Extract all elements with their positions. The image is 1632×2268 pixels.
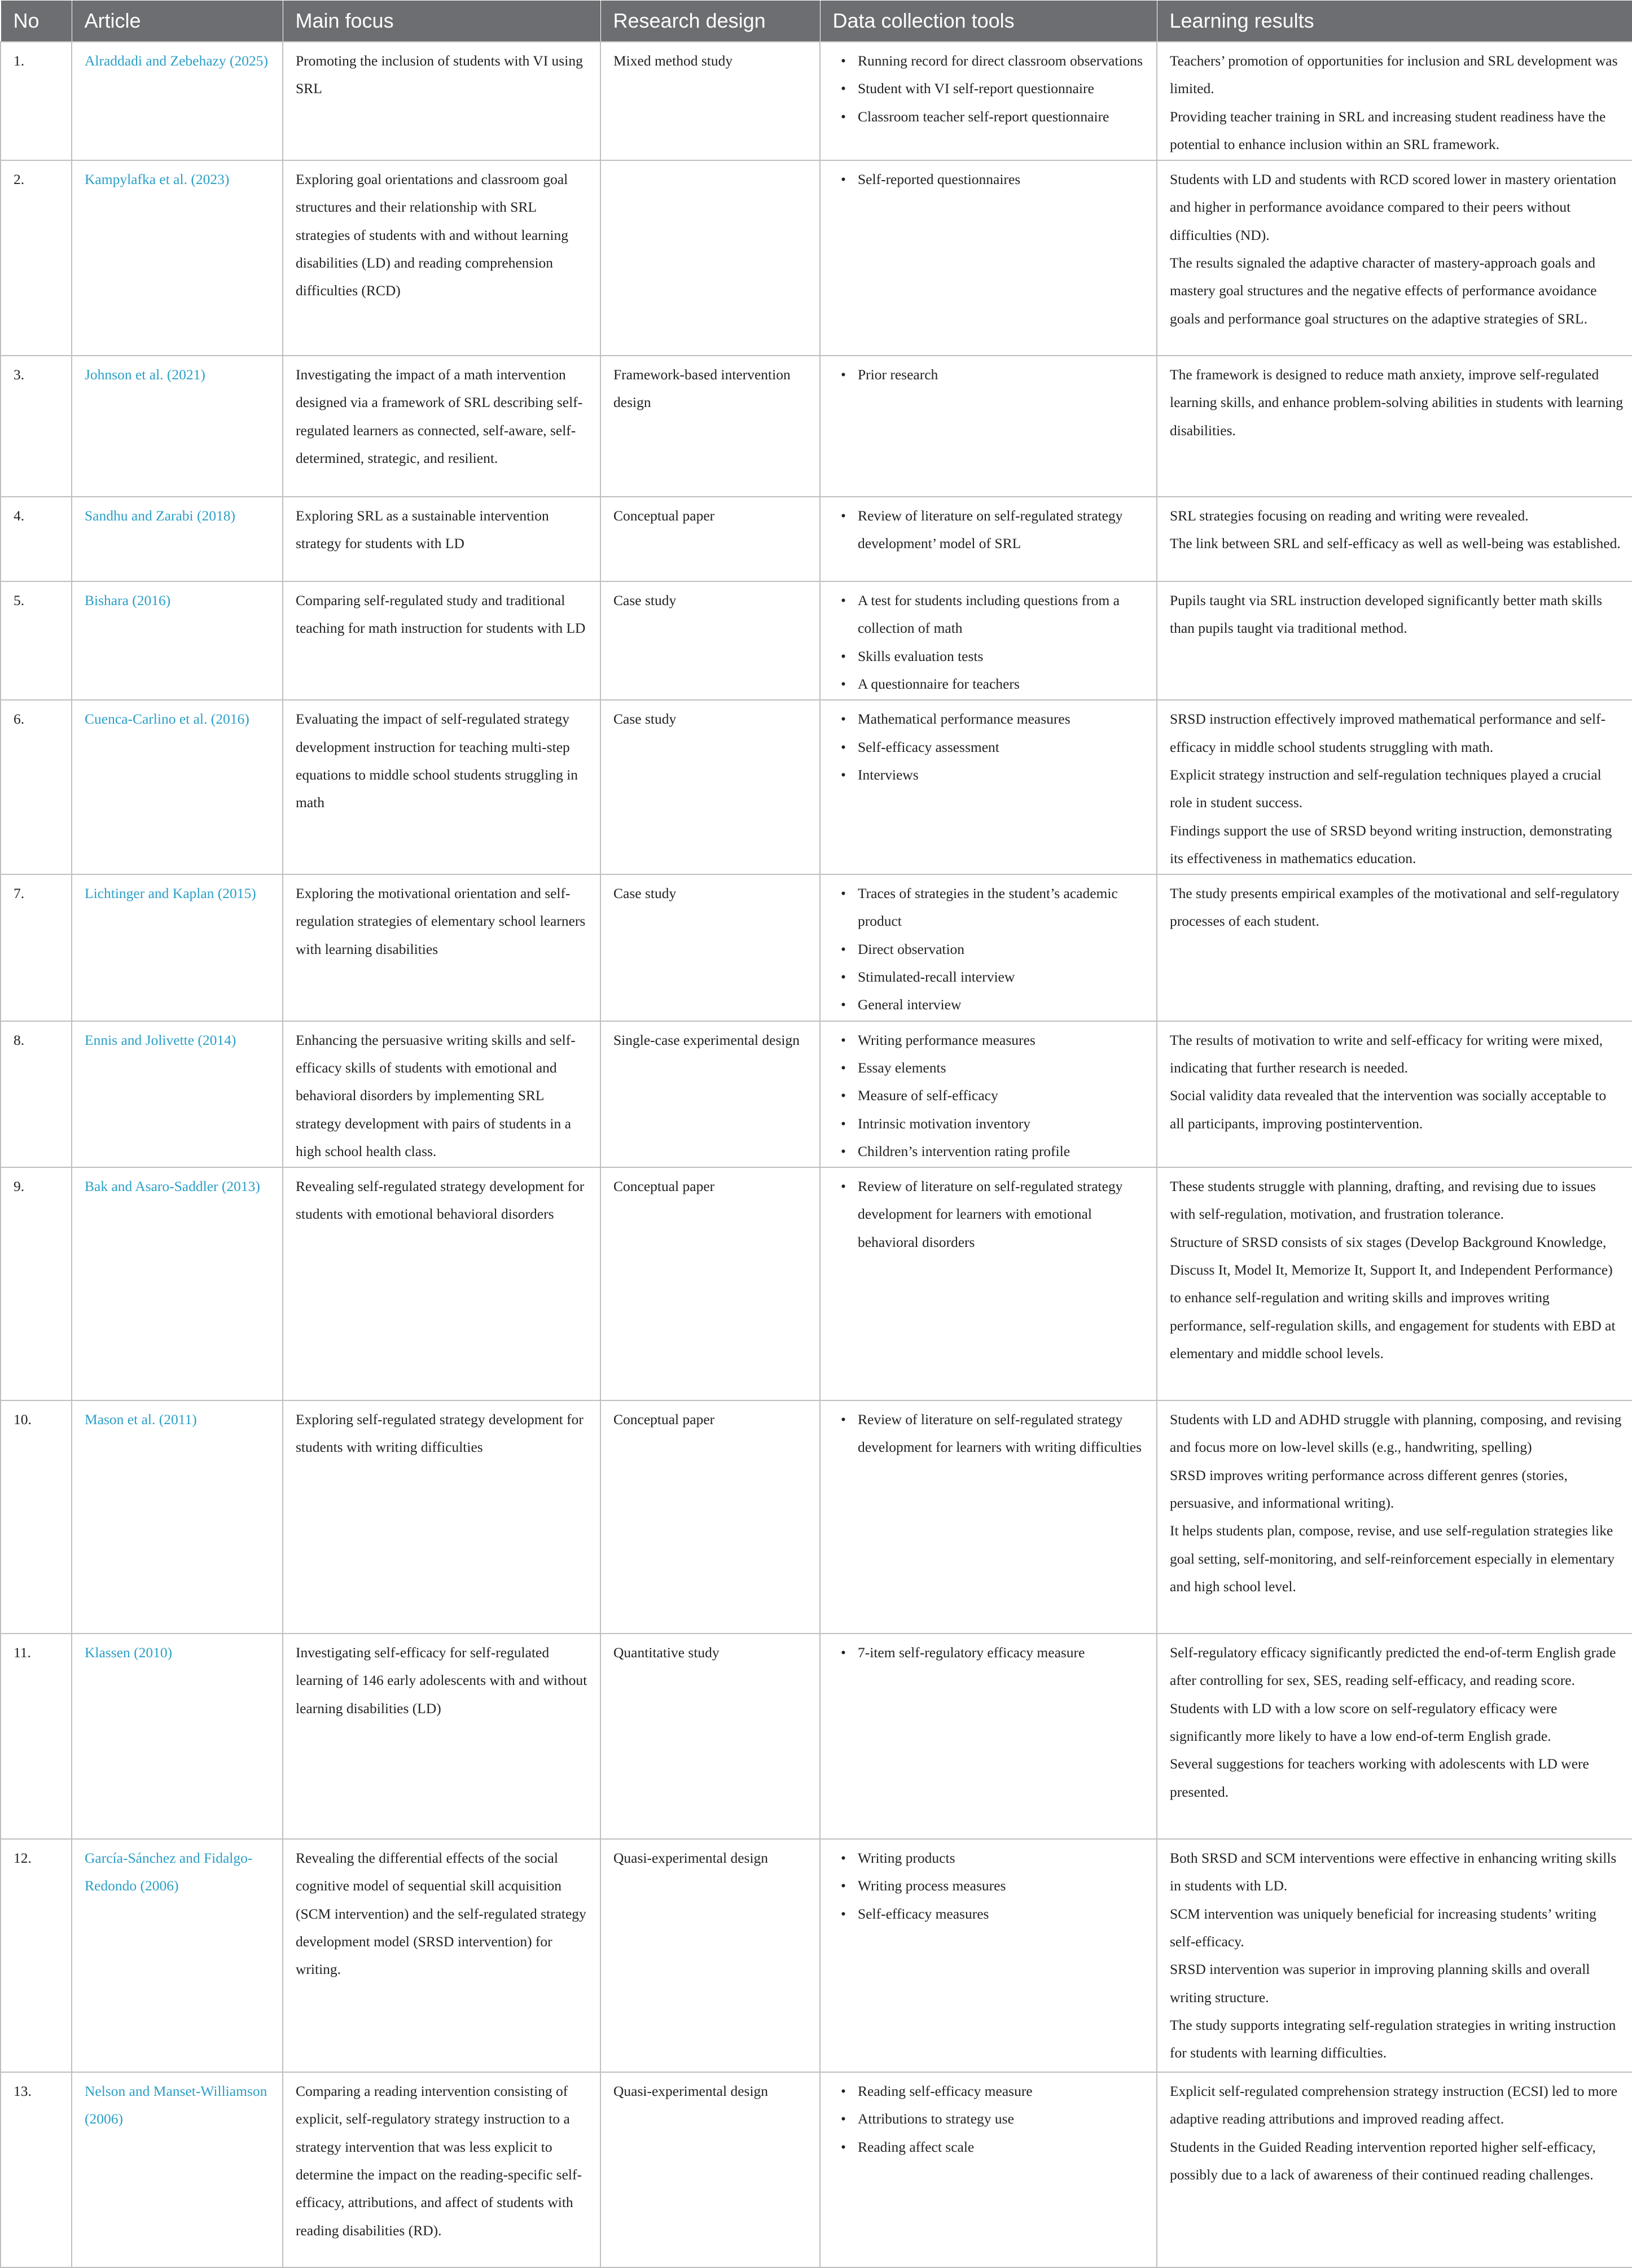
result-paragraph: The results signaled the adaptive character of mastery-approach goals and mastery goal structures and the negative effects of performance avoidance goals and performance goal structures on the adaptive strategies of SRL.: [1170, 255, 1597, 327]
learning-results-cell: [1157, 2072, 1632, 2267]
main-focus-cell: Exploring the motivational orientation and self-regulation strategies of elementary school learners with learning disabilities: [283, 874, 600, 1021]
data-collection-tools-cell: [820, 1167, 1157, 1400]
result-paragraph: SCM intervention was uniquely beneficial for increasing students’ writing self-efficacy.: [1170, 1905, 1596, 1950]
tool-item: • A test for students including questions from a collection of math: [858, 586, 1148, 642]
tools-list: [833, 879, 1148, 1018]
article-link[interactable]: Alraddadi and Zebehazy (2025): [85, 52, 268, 69]
data-collection-tools-cell: [820, 1839, 1157, 2072]
tool-item: • Self-efficacy assessment: [858, 733, 1148, 761]
tool-item: • Writing performance measures: [858, 1026, 1148, 1054]
tool-item: • Interviews: [858, 761, 1148, 789]
tool-item: • Self-reported questionnaires: [858, 165, 1148, 193]
tool-item: • Direct observation: [858, 935, 1148, 963]
result-paragraph: Social validity data revealed that the intervention was socially acceptable to all participants, improving postintervention.: [1170, 1087, 1607, 1132]
table-row: [1, 1021, 1632, 1167]
data-collection-tools-cell: [820, 1400, 1157, 1634]
article-cell: [72, 497, 283, 581]
data-collection-tools-cell: [820, 1021, 1157, 1167]
main-focus-cell: Revealing self-regulated strategy development for students with emotional behavioral disorders: [283, 1167, 600, 1400]
result-paragraph: The link between SRL and self-efficacy as well as well-being was established.: [1170, 535, 1621, 552]
result-paragraph: Students in the Guided Reading intervention reported higher self-efficacy, possibly due to a lack of awareness of their continued reading challenges.: [1170, 2138, 1596, 2183]
row-number: 11.: [1, 1634, 72, 1839]
article-link[interactable]: Kampylafka et al. (2023): [85, 171, 230, 188]
tools-list: [833, 1406, 1148, 1461]
article-link[interactable]: Bak and Asaro-Saddler (2013): [85, 1178, 260, 1195]
result-paragraph: Findings support the use of SRSD beyond writing instruction, demonstrating its effectiveness in mathematics education.: [1170, 822, 1612, 866]
research-design-cell: Case study: [600, 700, 820, 874]
row-number: 12.: [1, 1839, 72, 2072]
tools-list: [833, 1026, 1148, 1165]
row-number: 13.: [1, 2072, 72, 2267]
result-paragraph: Teachers’ promotion of opportunities for inclusion and SRL development was limited.: [1170, 52, 1618, 97]
tool-item: • Attributions to strategy use: [858, 2105, 1148, 2133]
tool-item: • Running record for direct classroom observations: [858, 47, 1148, 75]
article-link[interactable]: Mason et al. (2011): [85, 1411, 197, 1428]
result-paragraph: SRSD improves writing performance across different genres (stories, persuasive, and informational writing).: [1170, 1466, 1568, 1512]
article-cell: [72, 1634, 283, 1839]
article-link[interactable]: Cuenca-Carlino et al. (2016): [85, 711, 249, 728]
tool-item: • Children’s intervention rating profile: [858, 1137, 1148, 1165]
main-focus-cell: Comparing a reading intervention consisting of explicit, self-regulatory strategy instruction to a strategy intervention that was less explicit to determine the impact on the reading-specific self-efficacy, attributions, and affect of students with reading disabilities (RD).: [283, 2072, 600, 2267]
main-focus-cell: Exploring goal orientations and classroom goal structures and their relationship with SRL strategies of students with and without learning disabilities (LD) and reading comprehension difficulties (RCD): [283, 160, 600, 356]
header-data-collection-tools: Data collection tools: [820, 1, 1157, 42]
row-number: 2.: [1, 160, 72, 356]
research-design-cell: Quantitative study: [600, 1634, 820, 1839]
tool-item: • Mathematical performance measures: [858, 705, 1148, 733]
table-row: [1, 700, 1632, 874]
data-collection-tools-cell: [820, 356, 1157, 497]
article-cell: [72, 1021, 283, 1167]
result-paragraph: The study supports integrating self-regulation strategies in writing instruction for students with learning difficulties.: [1170, 2016, 1616, 2061]
tools-list: [833, 586, 1148, 698]
result-paragraph: Structure of SRSD consists of six stages (Develop Background Knowledge, Discuss It, Model It, Memorize It, Support It, and Independent Performance) to enhance self-regulation and writing skills and improves writing performance, self-regulation skills, and engagement for students with EBD at elementary and middle school levels.: [1170, 1233, 1616, 1361]
tool-item: • Student with VI self-report questionnaire: [858, 75, 1148, 102]
result-paragraph: Explicit strategy instruction and self-regulation techniques played a crucial role in student success.: [1170, 766, 1602, 811]
tool-item: • Writing products: [858, 1844, 1148, 1872]
data-collection-tools-cell: [820, 2072, 1157, 2267]
article-link[interactable]: Nelson and Manset-Williamson (2006): [85, 2083, 267, 2127]
table-row: [1, 497, 1632, 581]
table-header: [1, 1, 1632, 42]
main-focus-cell: Exploring SRL as a sustainable intervention strategy for students with LD: [283, 497, 600, 581]
tools-list: [833, 502, 1148, 558]
tool-item: • Review of literature on self-regulated strategy development for learners with writing difficulties: [858, 1406, 1148, 1461]
header-article: Article: [72, 1, 283, 42]
article-cell: [72, 160, 283, 356]
table-row: [1, 2072, 1632, 2267]
article-link[interactable]: Johnson et al. (2021): [85, 366, 205, 383]
article-link[interactable]: Lichtinger and Kaplan (2015): [85, 885, 256, 902]
learning-results-cell: [1157, 42, 1632, 160]
row-number: 10.: [1, 1400, 72, 1634]
article-link[interactable]: Sandhu and Zarabi (2018): [85, 507, 235, 524]
table-body: [1, 42, 1632, 2267]
tool-item: • 7-item self-regulatory efficacy measure: [858, 1639, 1148, 1666]
header-main-focus: Main focus: [283, 1, 600, 42]
table-row: [1, 1634, 1632, 1839]
research-design-cell: Mixed method study: [600, 42, 820, 160]
table-row: [1, 42, 1632, 160]
result-paragraph: These students struggle with planning, drafting, and revising due to issues with self-regulation, motivation, and frustration tolerance.: [1170, 1178, 1596, 1223]
learning-results-cell: [1157, 874, 1632, 1021]
table-row: [1, 874, 1632, 1021]
data-collection-tools-cell: [820, 700, 1157, 874]
learning-results-cell: [1157, 1634, 1632, 1839]
learning-results-cell: [1157, 497, 1632, 581]
result-paragraph: Providing teacher training in SRL and increasing student readiness have the potential to enhance inclusion within an SRL framework.: [1170, 108, 1606, 152]
article-cell: [72, 1400, 283, 1634]
article-link[interactable]: Ennis and Jolivette (2014): [85, 1031, 236, 1048]
article-link[interactable]: Klassen (2010): [85, 1644, 173, 1661]
tool-item: • Skills evaluation tests: [858, 642, 1148, 670]
main-focus-cell: Investigating self-efficacy for self-regulated learning of 146 early adolescents with and without learning disabilities (LD): [283, 1634, 600, 1839]
main-focus-cell: Comparing self-regulated study and traditional teaching for math instruction for students with LD: [283, 581, 600, 700]
research-design-cell: Single-case experimental design: [600, 1021, 820, 1167]
row-number: 5.: [1, 581, 72, 700]
data-collection-tools-cell: [820, 42, 1157, 160]
tools-list: [833, 1844, 1148, 1928]
header-learning-results: Learning results: [1157, 1, 1632, 42]
research-design-cell: Case study: [600, 581, 820, 700]
main-focus-cell: Enhancing the persuasive writing skills and self-efficacy skills of students with emotional and behavioral disorders by implementing SRL strategy development with pairs of students in a high school health class.: [283, 1021, 600, 1167]
research-design-cell: [600, 160, 820, 356]
result-paragraph: SRSD intervention was superior in improving planning skills and overall writing structure.: [1170, 1961, 1590, 2006]
article-cell: [72, 581, 283, 700]
row-number: 1.: [1, 42, 72, 160]
row-number: 9.: [1, 1167, 72, 1400]
header-row: [1, 1, 1632, 42]
article-cell: [72, 356, 283, 497]
result-paragraph: Several suggestions for teachers working with adolescents with LD were presented.: [1170, 1755, 1589, 1800]
tool-item: • General interview: [858, 991, 1148, 1018]
research-design-cell: Framework-based intervention design: [600, 356, 820, 497]
learning-results-cell: [1157, 1400, 1632, 1634]
data-collection-tools-cell: [820, 581, 1157, 700]
tool-item: • Reading self-efficacy measure: [858, 2077, 1148, 2105]
data-collection-tools-cell: [820, 874, 1157, 1021]
research-design-cell: Quasi-experimental design: [600, 2072, 820, 2267]
tools-list: [833, 1172, 1148, 1256]
tools-list: [833, 705, 1148, 789]
main-focus-cell: Revealing the differential effects of the social cognitive model of sequential skill acquisition (SCM intervention) and the self-regulated strategy development model (SRSD intervention) for writing.: [283, 1839, 600, 2072]
tool-item: • Stimulated-recall interview: [858, 963, 1148, 991]
row-number: 6.: [1, 700, 72, 874]
learning-results-cell: [1157, 1839, 1632, 2072]
research-design-cell: Case study: [600, 874, 820, 1021]
result-paragraph: The framework is designed to reduce math anxiety, improve self-regulated learning skills, and enhance problem-solving abilities in students with learning disabilities.: [1170, 366, 1624, 439]
result-paragraph: Self-regulatory efficacy significantly predicted the end-of-term English grade after controlling for sex, SES, reading self-efficacy, and reading score.: [1170, 1644, 1616, 1689]
main-focus-cell: Investigating the impact of a math intervention designed via a framework of SRL describing self-regulated learners as connected, self-aware, self-determined, strategic, and resilient.: [283, 356, 600, 497]
table-row: [1, 1167, 1632, 1400]
result-paragraph: Students with LD and ADHD struggle with planning, composing, and revising and focus more on low-level skills (e.g., handwriting, spelling): [1170, 1411, 1622, 1456]
article-link[interactable]: García-Sánchez and Fidalgo-Redondo (2006): [85, 1850, 253, 1894]
tool-item: • A questionnaire for teachers: [858, 670, 1148, 698]
learning-results-cell: [1157, 1021, 1632, 1167]
table-row: [1, 356, 1632, 497]
article-cell: [72, 42, 283, 160]
table-row: [1, 581, 1632, 700]
research-design-cell: Conceptual paper: [600, 1167, 820, 1400]
tools-list: [833, 165, 1148, 193]
row-number: 4.: [1, 497, 72, 581]
tool-item: • Prior research: [858, 361, 1148, 388]
result-paragraph: It helps students plan, compose, revise, and use self-regulation strategies like goal setting, self-monitoring, and self-reinforcement especially in elementary and high school level.: [1170, 1522, 1615, 1595]
result-paragraph: Pupils taught via SRL instruction developed significantly better math skills than pupils taught via traditional method.: [1170, 592, 1603, 637]
learning-results-cell: [1157, 160, 1632, 356]
article-cell: [72, 874, 283, 1021]
tool-item: • Review of literature on self-regulated strategy development for learners with emotional behavioral disorders: [858, 1172, 1148, 1256]
article-link[interactable]: Bishara (2016): [85, 592, 171, 609]
result-paragraph: SRSD instruction effectively improved mathematical performance and self-efficacy in middle school students struggling with math.: [1170, 711, 1606, 755]
header-research-design: Research design: [600, 1, 820, 42]
result-paragraph: The study presents empirical examples of the motivational and self-regulatory processes of each student.: [1170, 885, 1620, 930]
learning-results-cell: [1157, 356, 1632, 497]
result-paragraph: The results of motivation to write and self-efficacy for writing were mixed, indicating that further research is needed.: [1170, 1031, 1603, 1076]
tools-list: [833, 47, 1148, 130]
table-row: [1, 1839, 1632, 2072]
result-paragraph: Explicit self-regulated comprehension strategy instruction (ECSI) led to more adaptive reading attributions and improved reading affect.: [1170, 2083, 1618, 2127]
research-design-cell: Quasi-experimental design: [600, 1839, 820, 2072]
row-number: 7.: [1, 874, 72, 1021]
main-focus-cell: Promoting the inclusion of students with VI using SRL: [283, 42, 600, 160]
tool-item: • Classroom teacher self-report questionnaire: [858, 103, 1148, 130]
result-paragraph: Students with LD and students with RCD scored lower in mastery orientation and higher in performance avoidance compared to their peers without difficulties (ND).: [1170, 171, 1617, 243]
tool-item: • Traces of strategies in the student’s academic product: [858, 879, 1148, 935]
article-cell: [72, 2072, 283, 2267]
tool-item: • Intrinsic motivation inventory: [858, 1110, 1148, 1137]
tool-item: • Review of literature on self-regulated strategy development’ model of SRL: [858, 502, 1148, 558]
research-design-cell: Conceptual paper: [600, 497, 820, 581]
article-cell: [72, 1167, 283, 1400]
header-no: No: [1, 1, 72, 42]
tool-item: • Writing process measures: [858, 1872, 1148, 1899]
tools-list: [833, 361, 1148, 388]
main-focus-cell: Evaluating the impact of self-regulated strategy development instruction for teaching multi-step equations to middle school students struggling in math: [283, 700, 600, 874]
result-paragraph: Students with LD with a low score on self-regulatory efficacy were significantly more likely to have a low end-of-term English grade.: [1170, 1700, 1558, 1745]
row-number: 3.: [1, 356, 72, 497]
article-cell: [72, 700, 283, 874]
main-focus-cell: Exploring self-regulated strategy development for students with writing difficulties: [283, 1400, 600, 1634]
tool-item: • Essay elements: [858, 1054, 1148, 1082]
tool-item: • Self-efficacy measures: [858, 1900, 1148, 1928]
table-row: [1, 160, 1632, 356]
research-design-cell: Conceptual paper: [600, 1400, 820, 1634]
row-number: 8.: [1, 1021, 72, 1167]
result-paragraph: Both SRSD and SCM interventions were effective in enhancing writing skills in students with LD.: [1170, 1850, 1617, 1894]
learning-results-cell: [1157, 1167, 1632, 1400]
tool-item: • Reading affect scale: [858, 2133, 1148, 2161]
tools-list: [833, 2077, 1148, 2161]
table-row: [1, 1400, 1632, 1634]
tools-list: [833, 1639, 1148, 1666]
tool-item: • Measure of self-efficacy: [858, 1082, 1148, 1109]
data-collection-tools-cell: [820, 1634, 1157, 1839]
data-collection-tools-cell: [820, 160, 1157, 356]
data-collection-tools-cell: [820, 497, 1157, 581]
result-paragraph: SRL strategies focusing on reading and writing were revealed.: [1170, 507, 1529, 524]
article-cell: [72, 1839, 283, 2072]
learning-results-cell: [1157, 581, 1632, 700]
learning-results-cell: [1157, 700, 1632, 874]
